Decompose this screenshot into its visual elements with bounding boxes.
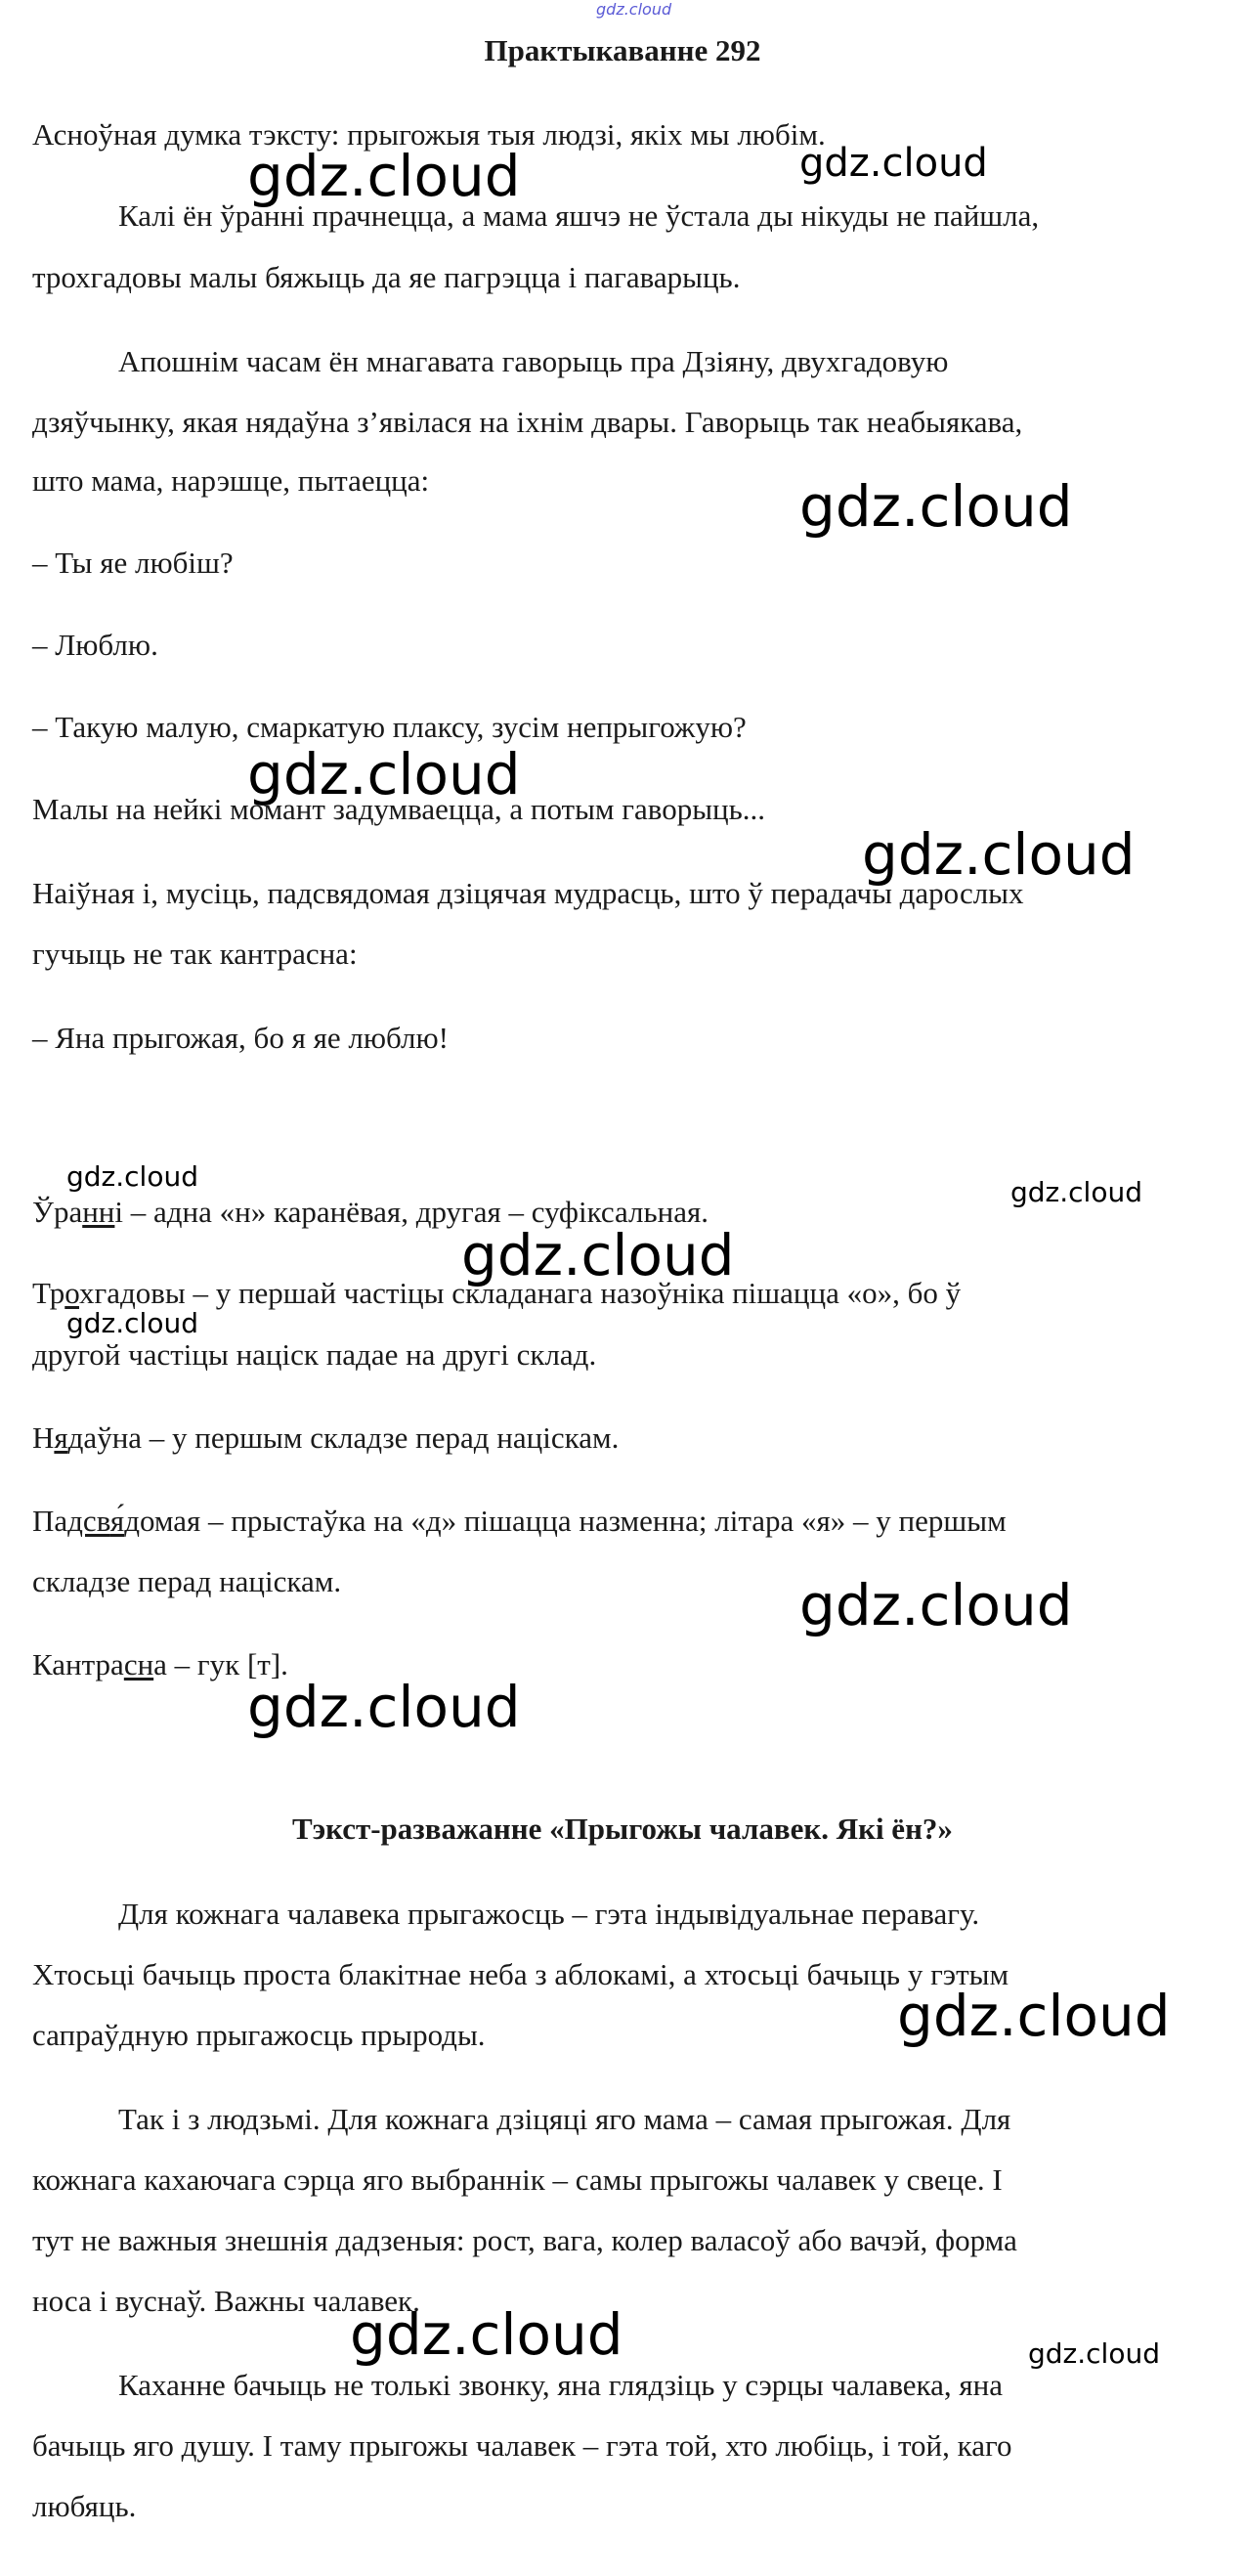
- note-4: [32, 1504, 1007, 1539]
- note-3-underlined: я: [54, 1420, 68, 1455]
- note-2-part-a: Тр: [32, 1276, 65, 1310]
- note-3-part-a: Н: [32, 1420, 55, 1455]
- note-4-part-d: домая – прыстаўка на «д» пішацца назменна; літара «я» – у першым: [124, 1504, 1007, 1538]
- watermark: gdz.cloud: [862, 821, 1136, 888]
- para3-line2: гучыць не так кантрасна:: [32, 937, 358, 971]
- para3-line1: Наіўная і, мусіць, падсвядомая дзіцячая мудрасць, што ў перадачы дарослых: [32, 876, 1024, 910]
- essay2-line4: носа і вуснаў. Важны чалавек.: [32, 2284, 420, 2318]
- para1-line2: трохгадовы малы бяжыць да яе пагрэцца і пагаварыць.: [32, 260, 741, 294]
- essay3-line2: бачыць яго душу. І таму прыгожы чалавек – гэта той, хто любіць, і той, каго: [32, 2428, 1012, 2463]
- note-1-part-a: Ўра: [32, 1195, 83, 1229]
- answer-line: – Яна прыгожая, бо я яе люблю!: [32, 1021, 449, 1055]
- para2-line3: што мама, нарэшце, пытаецца:: [32, 463, 430, 498]
- watermark: gdz.cloud: [247, 741, 521, 808]
- note-4-line2: складзе перад націскам.: [32, 1564, 342, 1598]
- essay2-line1: Так і з людзьмі. Для кожнага дзіцяці яго мама – самая прыгожая. Для: [118, 2102, 1011, 2136]
- essay2-line3: тут не важныя знешнія дадзеныя: рост, вага, колер валасоў або вачэй, форма: [32, 2223, 1017, 2257]
- watermark: gdz.cloud: [461, 1222, 735, 1288]
- note-5-part-c: а – гук [т].: [153, 1647, 288, 1681]
- watermark: gdz.cloud: [350, 2301, 623, 2368]
- essay-title: Тэкст-разважанне «Прыгожы чалавек. Які ён?»: [292, 1812, 953, 1846]
- note-3-part-c: даўна – у першым складзе перад націскам.: [67, 1420, 620, 1455]
- watermark: gdz.cloud: [897, 1983, 1171, 2049]
- note-2-line2: другой частіцы націск падае на другі склад.: [32, 1337, 597, 1372]
- note-3: [32, 1420, 619, 1456]
- essay3-line3: любяць.: [32, 2489, 137, 2523]
- para2-line1: Апошнім часам ён мнагавата гаворыць пра Дзіяну, двухгадовую: [118, 344, 949, 378]
- watermark: gdz.cloud: [247, 143, 521, 209]
- dialogue-line1: – Ты яе любіш?: [32, 546, 234, 580]
- note-1-underlined: нн: [82, 1195, 115, 1229]
- watermark: gdz.cloud: [799, 473, 1073, 540]
- para2-line2: дзяўчынку, якая нядаўна з’явілася на іхнім двары. Гаворыць так неабыякава,: [32, 405, 1023, 439]
- essay1-line1: Для кожнага чалавека прыгажосць – гэта індывідуальнае перавагу.: [118, 1897, 980, 1931]
- exercise-title: Практыкаванне 292: [484, 33, 761, 67]
- note-5-underlined: сн: [123, 1647, 154, 1681]
- note-2-part-c: хгадовы – у першай частіцы складанага назоўніка пішацца «о», бо ў: [79, 1276, 962, 1310]
- note-2-underlined: о: [64, 1276, 79, 1310]
- watermark: gdz.cloud: [1010, 1176, 1142, 1208]
- watermark: gdz.cloud: [799, 1572, 1073, 1638]
- essay2-line2: кожнага кахаючага сэрца яго выбраннік – самы прыгожы чалавек у свеце. І: [32, 2162, 1003, 2197]
- watermark: gdz.cloud: [66, 1307, 198, 1339]
- note-1-part-c: і – адна «н» каранёвая, другая – суфіксальная.: [114, 1195, 708, 1229]
- main-thought: Асноўная думка тэксту: прыгожыя тыя людзі, якіх мы любім.: [32, 117, 826, 152]
- dialogue-line3: – Такую малую, смаркатую плаксу, зусім непрыгожую?: [32, 710, 747, 744]
- para1-line1: Калі ён ўранні прачнецца, а мама яшчэ не ўстала ды нікуды не пайшла,: [118, 198, 1040, 233]
- essay3-line1: Каханне бачыць не толькі звонку, яна глядзіць у сэрцы чалавека, яна: [118, 2368, 1003, 2402]
- watermark: gdz.cloud: [1028, 2337, 1160, 2370]
- dialogue-line4: Малы на нейкі момант задумваецца, а потым гаворыць...: [32, 792, 765, 826]
- note-4-underlined-2: я́: [109, 1504, 125, 1538]
- top-watermark: gdz.cloud: [596, 0, 672, 19]
- watermark: gdz.cloud: [66, 1160, 198, 1193]
- essay1-line3: сапраўдную прыгажосць прыроды.: [32, 2018, 486, 2052]
- note-4-part-a: Па: [32, 1504, 68, 1538]
- watermark: gdz.cloud: [799, 141, 988, 186]
- dialogue-line2: – Люблю.: [32, 628, 158, 662]
- note-4-underlined-1: дсв: [67, 1504, 110, 1538]
- watermark: gdz.cloud: [247, 1674, 521, 1740]
- note-5-part-a: Кантра: [32, 1647, 124, 1681]
- essay1-line2: Хтосьці бачыць проста блакітнае неба з аблокамі, а хтосьці бачыць у гэтым: [32, 1957, 1009, 1991]
